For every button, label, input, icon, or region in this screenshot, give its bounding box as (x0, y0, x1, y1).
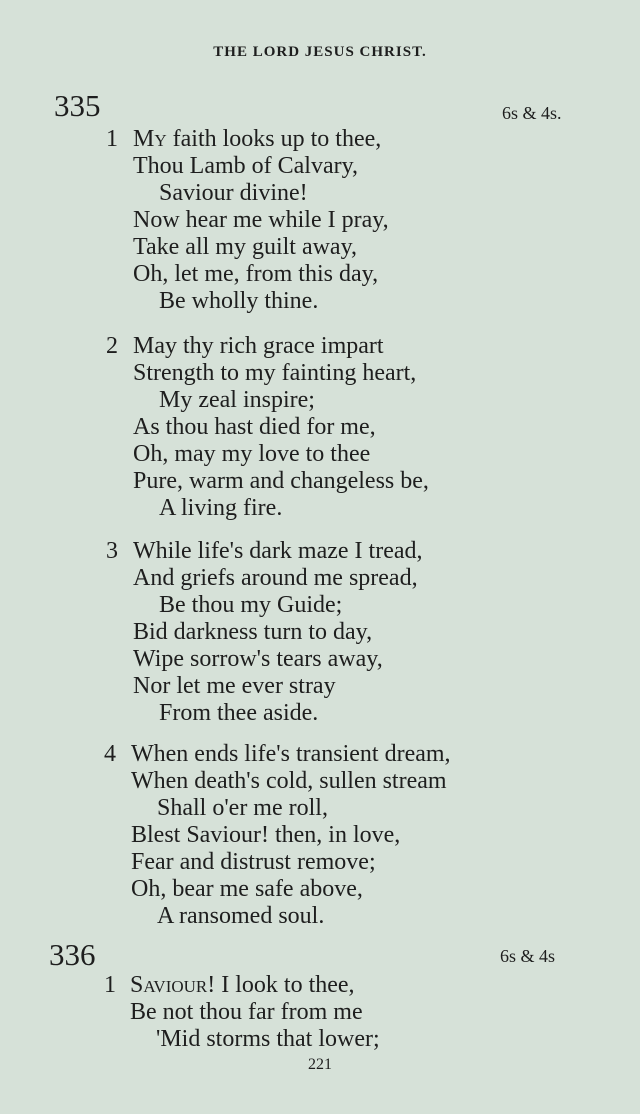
hymn-line: 'Mid storms that lower; (156, 1026, 380, 1052)
hymn-line: When ends life's transient dream, (131, 741, 451, 767)
hymn-line: Nor let me ever stray (133, 673, 336, 699)
hymn-line: Oh, may my love to thee (133, 441, 371, 467)
hymn-line: While life's dark maze I tread, (133, 538, 423, 564)
hymn-line: Take all my guilt away, (133, 234, 358, 260)
hymn-number: 336 (49, 937, 96, 972)
hymn-line: Shall o'er me roll, (157, 795, 328, 821)
hymn-line: Pure, warm and changeless be, (133, 468, 429, 494)
verse-number: 4 (104, 741, 116, 767)
hymn-line: Be wholly thine. (159, 288, 319, 314)
verse-first-word: Saviour (130, 972, 208, 998)
hymn-line: Oh, let me, from this day, (133, 261, 379, 287)
hymn-line: Strength to my fainting heart, (133, 360, 417, 386)
verse-number: 2 (106, 333, 118, 359)
hymn-line: Saviour divine! (159, 180, 308, 206)
hymn-line: My zeal inspire; (159, 387, 315, 413)
hymn-line: Be thou my Guide; (159, 592, 343, 618)
verse-line-rest: ! I look to thee, (207, 972, 355, 998)
hymn-line: Oh, bear me safe above, (131, 876, 363, 902)
hymn-line: A ransomed soul. (157, 903, 325, 929)
hymn-line: A living fire. (159, 495, 283, 521)
hymn-number: 335 (54, 88, 101, 123)
page-number: 221 (308, 1056, 332, 1073)
hymn-meter: 6s & 4s. (502, 103, 562, 123)
hymn-meter: 6s & 4s (500, 946, 556, 966)
running-head: THE LORD JESUS CHRIST. (213, 44, 427, 60)
hymn-line: And griefs around me spread, (133, 565, 418, 591)
verse-number: 1 (106, 126, 118, 152)
verse-line-rest: faith looks up to thee, (166, 126, 382, 152)
verse-first-word: My (133, 126, 167, 152)
hymn-line: As thou hast died for me, (133, 414, 376, 440)
hymn-line: Thou Lamb of Calvary, (133, 153, 359, 179)
hymn-line: From thee aside. (159, 700, 319, 726)
hymn-line: May thy rich grace impart (133, 333, 384, 359)
hymn-line: Be not thou far from me (130, 999, 363, 1025)
hymn-line (130, 973, 355, 997)
hymn-line (133, 127, 381, 151)
hymn-line: Fear and distrust remove; (131, 849, 376, 875)
hymn-line: When death's cold, sullen stream (131, 768, 447, 794)
hymn-line: Wipe sorrow's tears away, (133, 646, 383, 672)
hymn-line: Now hear me while I pray, (133, 207, 389, 233)
verse-number: 3 (106, 538, 118, 564)
hymn-line: Bid darkness turn to day, (133, 619, 373, 645)
verse-number: 1 (104, 972, 116, 998)
hymn-line: Blest Saviour! then, in love, (131, 822, 401, 848)
